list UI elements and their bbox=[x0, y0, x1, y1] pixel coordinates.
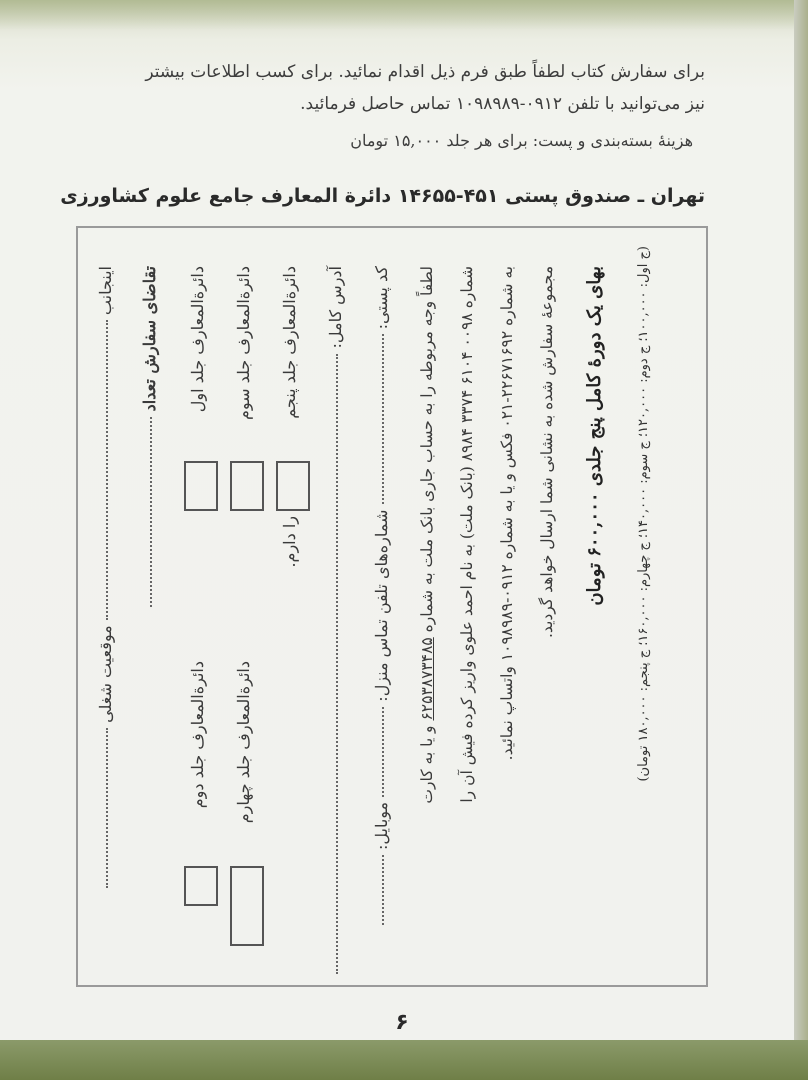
shipping-cost: هزینهٔ بسته‌بندی و پست: برای هر جلد ۱۵,۰۰۰ تومان bbox=[350, 131, 693, 150]
contact-row bbox=[372, 266, 391, 925]
mobile-label: موبایل: bbox=[372, 801, 391, 850]
vol4-label: دائرةالمعارف جلد چهارم bbox=[234, 661, 253, 824]
postal-field[interactable] bbox=[381, 334, 384, 504]
name-label: اینجانب bbox=[96, 266, 115, 316]
request-row bbox=[140, 266, 159, 607]
payment-line-1a: لطفاً وجه مربوطه را به حساب جاری بانک ملت به شماره bbox=[418, 266, 436, 633]
vol2-checkbox[interactable] bbox=[184, 866, 218, 906]
phone-label: شماره‌های تلفن تماس منزل: bbox=[372, 509, 391, 702]
name-field[interactable] bbox=[105, 320, 108, 620]
postal-label: کد پستی: bbox=[372, 266, 391, 330]
vol3-label: دائرةالمعارف جلد سوم bbox=[234, 266, 253, 421]
vol1-checkbox[interactable] bbox=[184, 461, 218, 511]
page-edge bbox=[794, 0, 808, 1080]
intro-line-2: نیز می‌توانید با تلفن ۰۹۱۲-۱۰۹۸۹۸۹ تماس حاصل فرمائید. bbox=[300, 94, 705, 114]
payment-line-1 bbox=[418, 266, 436, 804]
price-total: بهای یک دورهٔ کامل پنج جلدی ۶۰۰,۰۰۰ تومان bbox=[584, 266, 605, 606]
cover-shadow bbox=[0, 0, 808, 30]
name-row bbox=[96, 266, 115, 888]
payment-line-3: به شماره ۲۲۶۷۱۶۹۲-۰۲۱ فکس و یا به شماره ۰۹۱۲-۱۰۹۸۹۸۹ واتساپ نمائید. bbox=[498, 266, 516, 761]
price-breakdown: (ج اول: ۱۰۰,۰۰۰؛ ج دوم: ۱۲۰,۰۰۰؛ ج سوم: ۱۴۰,۰۰۰؛ ج چهارم: ۱۶۰,۰۰۰؛ ج پنجم: ۱۸۰,۰۰۰ تومان) bbox=[636, 246, 651, 782]
address-label: آدرس کامل: bbox=[326, 266, 345, 349]
address-row bbox=[326, 266, 345, 974]
order-form bbox=[76, 226, 708, 987]
mobile-field[interactable] bbox=[381, 855, 384, 925]
vol1-label: دائرةالمعارف جلد اول bbox=[188, 266, 207, 413]
vol5-label: دائرةالمعارف جلد پنجم bbox=[280, 266, 299, 419]
request-count-field[interactable] bbox=[149, 417, 152, 607]
intro-line-1: برای سفارش کتاب لطفاً طبق فرم ذیل اقدام نمائید. برای کسب اطلاعات بیشتر bbox=[145, 62, 705, 82]
vol2-label: دائرةالمعارف جلد دوم bbox=[188, 661, 207, 809]
job-label: موقعیت شغلی bbox=[96, 625, 115, 723]
have-suffix: را دارم. bbox=[280, 516, 299, 568]
payment-line-1b: و یا به کارت bbox=[418, 725, 436, 804]
postal-address-heading: تهران ـ صندوق پستی ۴۵۱-۱۴۶۵۵ دائرة المعارف جامع علوم کشاورزی bbox=[60, 185, 705, 207]
account-number: ۶۲۵۳۸۷۳۴۸۵ bbox=[418, 637, 436, 721]
job-field[interactable] bbox=[105, 728, 108, 888]
payment-line-4: مجموعهٔ سفارش شده به نشانی شما ارسال خواهد گردید. bbox=[538, 266, 556, 639]
vol5-checkbox[interactable] bbox=[276, 461, 310, 511]
phone-field[interactable] bbox=[381, 707, 384, 797]
vol4-checkbox[interactable] bbox=[230, 866, 264, 946]
vol3-checkbox[interactable] bbox=[230, 461, 264, 511]
address-field[interactable] bbox=[335, 354, 338, 974]
cover-bottom bbox=[0, 1040, 808, 1080]
payment-line-2: شماره ۰۰۹۸ ۶۱۰۴ ۳۳۷۴ ۸۹۸۴ (بانک ملت) به نام احمد علوی واریز کرده فیش آن را bbox=[458, 266, 476, 803]
page-number: ۶ bbox=[395, 1010, 409, 1035]
request-label: تقاضای سفارش تعداد bbox=[140, 266, 159, 412]
